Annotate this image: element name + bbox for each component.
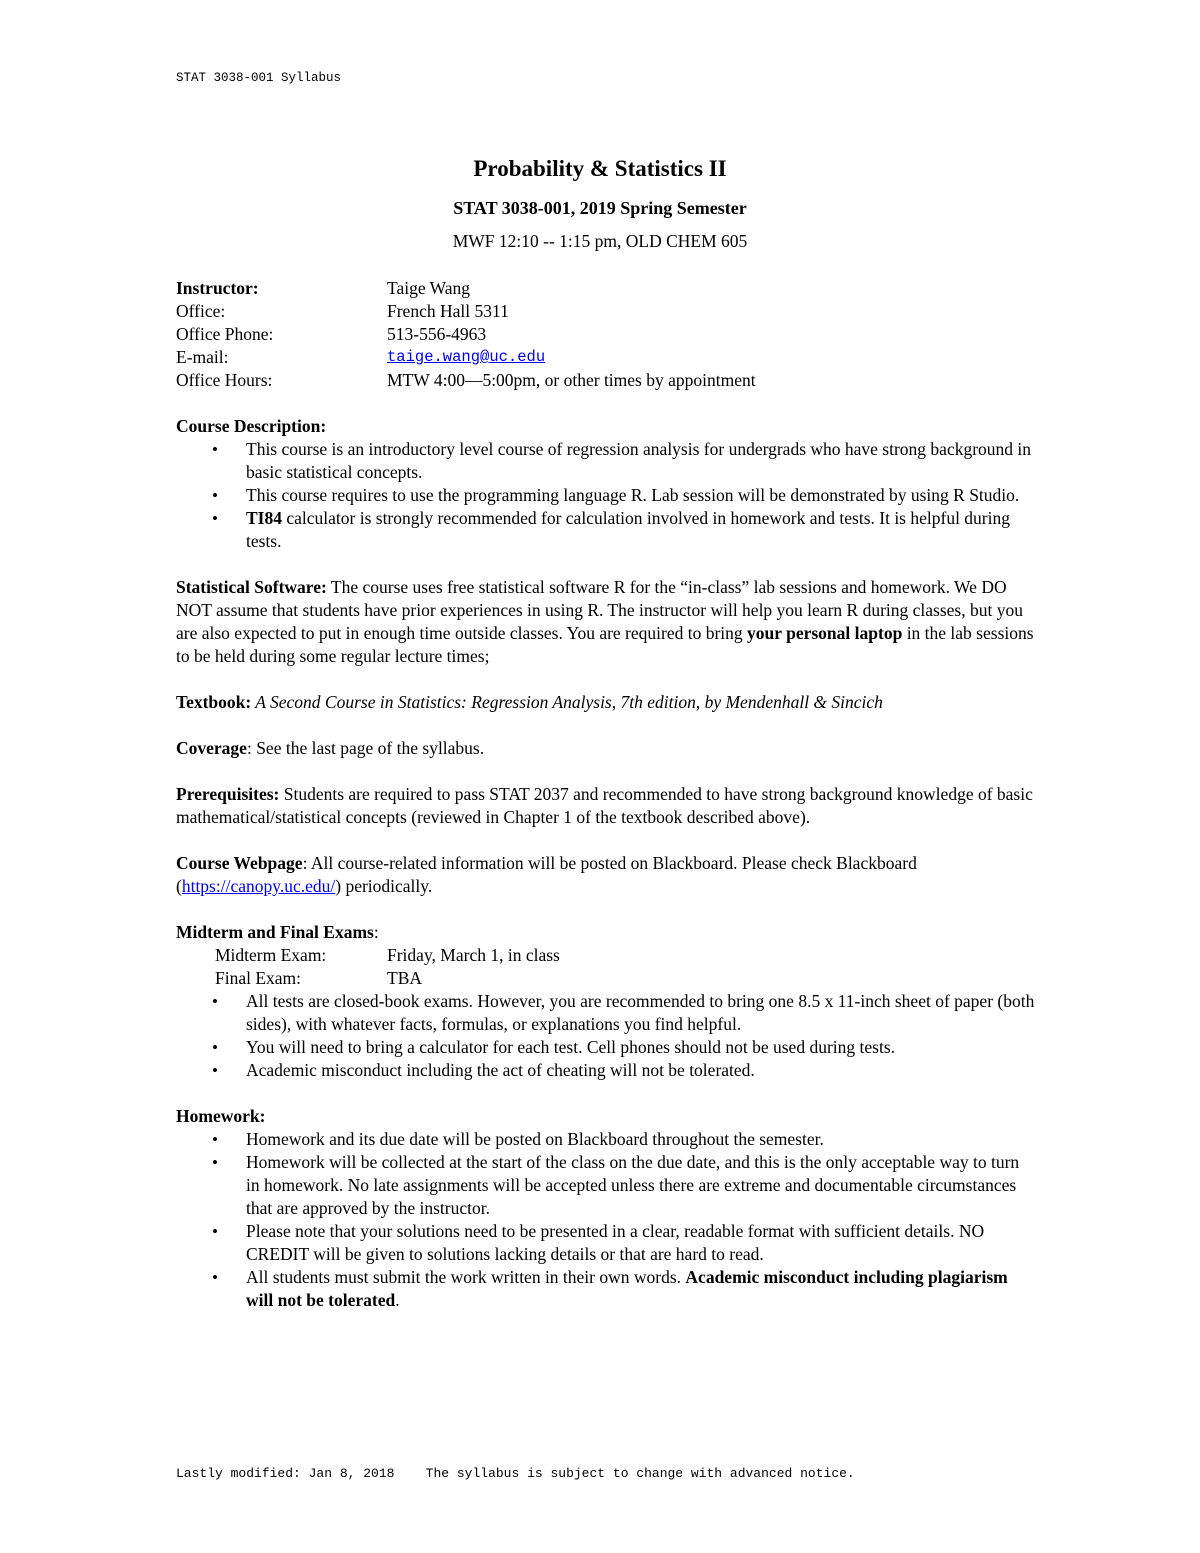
- office-hours-label: Office Hours:: [176, 370, 273, 390]
- homework-section: [176, 1105, 1036, 1312]
- homework-heading: Homework:: [176, 1106, 266, 1126]
- list-item-text: calculator is strongly recommended for calculation involved in homework and tests. It is helpful during tests.: [246, 508, 1010, 551]
- office-value: French Hall 5311: [387, 301, 509, 321]
- email-row: [176, 346, 1036, 369]
- office-row: [176, 300, 1036, 323]
- course-description-section: [176, 415, 1036, 553]
- software-heading: Statistical Software:: [176, 577, 327, 597]
- prerequisites-heading: Prerequisites:: [176, 784, 280, 804]
- syllabus-content: [176, 277, 1036, 1312]
- instructor-info: [176, 277, 1036, 392]
- final-row: [176, 967, 1036, 990]
- email-link[interactable]: taige.wang@uc.edu: [387, 348, 546, 366]
- page-footer: [176, 1466, 855, 1481]
- midterm-value: Friday, March 1, in class: [387, 945, 560, 965]
- course-description-heading: Course Description:: [176, 416, 327, 436]
- phone-label: Office Phone:: [176, 324, 274, 344]
- textbook-heading: Textbook:: [176, 692, 252, 712]
- list-item: • This course requires to use the programming language R. Lab session will be demonstrated by using R Studio.: [176, 484, 1036, 507]
- course-subtitle: STAT 3038-001, 2019 Spring Semester: [453, 198, 747, 218]
- exams-section: [176, 921, 1036, 1082]
- coverage-heading: Coverage: [176, 738, 247, 758]
- webpage-section: [176, 852, 1036, 898]
- final-value: TBA: [387, 968, 422, 988]
- list-item: • All tests are closed-book exams. However, you are recommended to bring one 8.5 x 11-inch sheet of paper (both sides), with whatever facts, formulas, or explanations you find helpful.: [176, 990, 1036, 1036]
- blackboard-link[interactable]: https://canopy.uc.edu/: [181, 876, 336, 896]
- list-item: • Homework and its due date will be posted on Blackboard throughout the semester.: [176, 1128, 1036, 1151]
- instructor-label: Instructor:: [176, 278, 259, 298]
- exams-heading: Midterm and Final Exams: [176, 922, 374, 942]
- final-label: Final Exam:: [215, 968, 302, 988]
- plagiarism-warning: Academic misconduct including plagiarism will not be tolerated: [246, 1267, 1008, 1310]
- list-item: • Homework will be collected at the start of the class on the due date, and this is the only acceptable way to turn in homework. No late assignments will be accepted unless there are extreme and documentable circumstances that are approved by the instructor.: [176, 1151, 1036, 1220]
- software-text-end: in the lab sessions to be held during some regular lecture times;: [176, 623, 1034, 666]
- prerequisites-text: Students are required to pass STAT 2037 and recommended to have strong background knowledge of basic mathematical/statistical concepts (reviewed in Chapter 1 of the textbook described above).: [176, 784, 1033, 827]
- list-item: [176, 507, 1036, 553]
- list-item-text: All students must submit the work written in their own words.: [246, 1267, 686, 1287]
- coverage-text: : See the last page of the syllabus.: [246, 738, 485, 758]
- midterm-row: [176, 944, 1036, 967]
- change-notice: The syllabus is subject to change with advanced notice.: [425, 1466, 855, 1481]
- exams-colon: :: [373, 922, 379, 942]
- webpage-text: : All course-related information will be posted on Blackboard. Please check Blackboard (: [176, 853, 917, 896]
- list-item: [176, 1266, 1036, 1312]
- list-item: • You will need to bring a calculator for each test. Cell phones should not be used during tests.: [176, 1036, 1036, 1059]
- office-hours-row: [176, 369, 1036, 392]
- page-header: STAT 3038-001 Syllabus: [176, 71, 342, 85]
- textbook-section: [176, 691, 1036, 714]
- textbook-title: A Second Course in Statistics: Regression Analysis, 7th edition, by Mendenhall & Sincich: [251, 692, 883, 712]
- webpage-heading: Course Webpage: [176, 853, 303, 873]
- office-label: Office:: [176, 301, 226, 321]
- office-hours-value: MTW 4:00—5:00pm, or other times by appointment: [387, 370, 756, 390]
- list-item: • This course is an introductory level course of regression analysis for undergrads who have strong background in basic statistical concepts.: [176, 438, 1036, 484]
- instructor-name: Taige Wang: [387, 278, 471, 298]
- midterm-label: Midterm Exam:: [215, 945, 327, 965]
- list-item-end: .: [395, 1290, 400, 1310]
- instructor-row: [176, 277, 1036, 300]
- software-text: The course uses free statistical software R for the “in-class” lab sessions and homework. We DO NOT assume that students have prior experiences in using R. The instructor will help you learn R during classes, but you are also expected to put in enough time outside classes. You are required to bring: [176, 577, 1023, 643]
- software-section: [176, 576, 1036, 668]
- last-modified: Lastly modified: Jan 8, 2018: [176, 1466, 395, 1481]
- calculator-model: TI84: [246, 508, 282, 528]
- email-label: E-mail:: [176, 347, 229, 367]
- prerequisites-section: [176, 783, 1036, 829]
- laptop-emphasis: your personal laptop: [747, 623, 903, 643]
- list-item: • Please note that your solutions need to be presented in a clear, readable format with sufficient details. NO CREDIT will be given to solutions lacking details or that are hard to read.: [176, 1220, 1036, 1266]
- list-item: • Academic misconduct including the act of cheating will not be tolerated.: [176, 1059, 1036, 1082]
- phone-row: [176, 323, 1036, 346]
- class-schedule: MWF 12:10 -- 1:15 pm, OLD CHEM 605: [452, 231, 748, 251]
- webpage-text-end: ) periodically.: [335, 876, 433, 896]
- page-title: Probability & Statistics II: [473, 156, 727, 181]
- coverage-section: [176, 737, 1036, 760]
- phone-value: 513-556-4963: [387, 324, 487, 344]
